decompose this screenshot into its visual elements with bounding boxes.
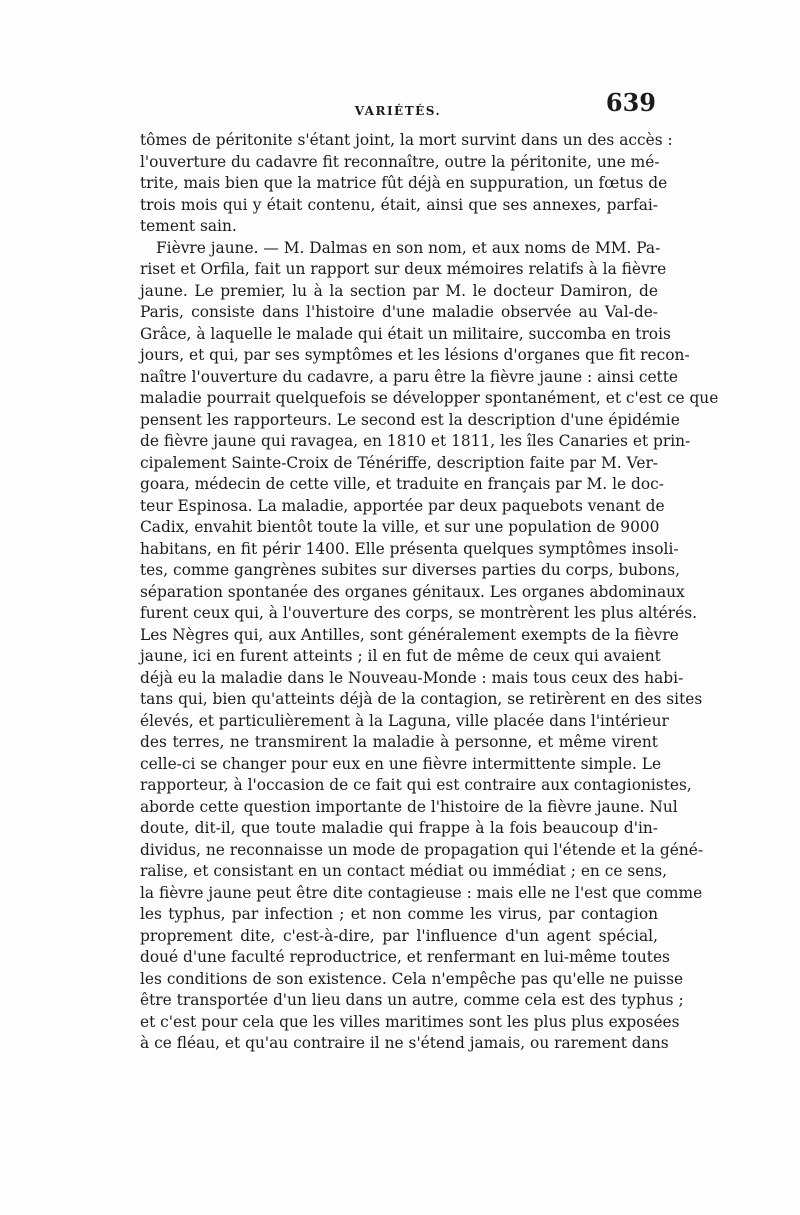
text-line: doué d'une faculté reproductrice, et renfermant en lui-même toutes — [140, 948, 670, 966]
text-line: teur Espinosa. La maladie, apportée par deux paquebots venant de — [140, 496, 665, 515]
running-head — [138, 86, 658, 120]
text-line: dividus, ne reconnaisse un mode de propagation qui l'étende et la géné- — [140, 840, 704, 859]
text-line: aborde cette question importante de l'histoire de la fièvre jaune. Nul — [140, 797, 678, 816]
text-line: tement sain. — [140, 217, 237, 235]
text-line: celle-ci se changer pour eux en une fièvre intermittente simple. Le — [140, 754, 662, 773]
text-line: habitans, en fit périr 1400. Elle présenta quelques symptômes insoli- — [140, 539, 679, 558]
text-line: Grâce, à laquelle le malade qui était un militaire, succomba en trois — [140, 324, 671, 343]
text-line: doute, dit-il, que toute maladie qui frappe à la fois beaucoup d'in- — [140, 819, 658, 837]
text-line: jaune, ici en furent atteints ; il en fut de même de ceux qui avaient — [140, 647, 661, 665]
text-line: déjà eu la maladie dans le Nouveau-Monde : mais tous ceux des habi- — [140, 668, 684, 687]
text-line: rapporteur, à l'occasion de ce fait qui est contraire aux contagionistes, — [140, 776, 692, 794]
text-line: Les Nègres qui, aux Antilles, sont généralement exempts de la fièvre — [140, 625, 679, 644]
text-line: pensent les rapporteurs. Le second est la description d'une épidémie — [140, 410, 680, 429]
text-line: élevés, et particulièrement à la Laguna, ville placée dans l'intérieur — [140, 711, 669, 730]
text-line: ralise, et consistant en un contact médiat ou immédiat ; en ce sens, — [140, 862, 668, 880]
text-line: tômes de péritonite s'étant joint, la mort survint dans un des accès : — [140, 131, 673, 149]
text-line: goara, médecin de cette ville, et traduite en français par M. le doc- — [140, 475, 664, 493]
text-line: les typhus, par infection ; et non comme les virus, par contagion — [140, 905, 658, 923]
text-line: tans qui, bien qu'atteints déjà de la contagion, se retirèrent en des sites — [140, 690, 703, 708]
text-line: furent ceux qui, à l'ouverture des corps, se montrèrent les plus altérés. — [140, 604, 698, 622]
text-line: trite, mais bien que la matrice fût déjà en suppuration, un fœtus de — [140, 174, 668, 192]
text-line: tes, comme gangrènes subites sur diverses parties du corps, bubons, — [140, 561, 680, 579]
text-line: jaune. Le premier, lu à la section par M. le docteur Damiron, de — [140, 281, 658, 300]
text-line: jours, et qui, par ses symptômes et les lésions d'organes que fit recon- — [140, 346, 690, 364]
body-text — [140, 130, 719, 1055]
text-line: à ce fléau, et qu'au contraire il ne s'étend jamais, ou rarement dans — [140, 1034, 669, 1052]
text-line: les conditions de son existence. Cela n'empêche pas qu'elle ne puisse — [140, 969, 684, 988]
text-line: et c'est pour cela que les villes maritimes sont les plus plus exposées — [140, 1012, 680, 1031]
text-line: des terres, ne transmirent la maladie à personne, et même virent — [140, 733, 658, 751]
running-title: VARIÉTÉS. — [354, 104, 442, 118]
text-line: séparation spontanée des organes génitaux. Les organes abdominaux — [140, 582, 685, 601]
text-line: trois mois qui y était contenu, était, ainsi que ses annexes, parfai- — [140, 195, 658, 214]
text-line: Cadix, envahit bientôt toute la ville, et sur une population de 9000 — [140, 518, 660, 536]
text-line: proprement dite, c'est-à-dire, par l'influence d'un agent spécial, — [140, 926, 658, 945]
text-line: naître l'ouverture du cadavre, a paru être la fièvre jaune : ainsi cette — [140, 367, 679, 386]
text-line: maladie pourrait quelquefois se développer spontanément, et c'est ce que — [140, 389, 719, 407]
page-number: 639 — [605, 88, 656, 117]
text-line: riset et Orfila, fait un rapport sur deux mémoires relatifs à la fièvre — [140, 260, 667, 278]
text-line: être transportée d'un lieu dans un autre, comme cela est des typhus ; — [140, 991, 684, 1009]
text-line: l'ouverture du cadavre fit reconnaître, outre la péritonite, une mé- — [140, 152, 660, 171]
section-heading-line: Fièvre jaune. — M. Dalmas en son nom, et aux noms de MM. Pa- — [156, 238, 661, 257]
text-line: Paris, consiste dans l'histoire d'une maladie observée au Val-de- — [140, 303, 658, 321]
text-line: de fièvre jaune qui ravagea, en 1810 et 1811, les îles Canaries et prin- — [140, 432, 691, 450]
text-line: cipalement Sainte-Croix de Ténériffe, description faite par M. Ver- — [140, 453, 658, 472]
text-line: la fièvre jaune peut être dite contagieuse : mais elle ne l'est que comme — [140, 883, 703, 902]
